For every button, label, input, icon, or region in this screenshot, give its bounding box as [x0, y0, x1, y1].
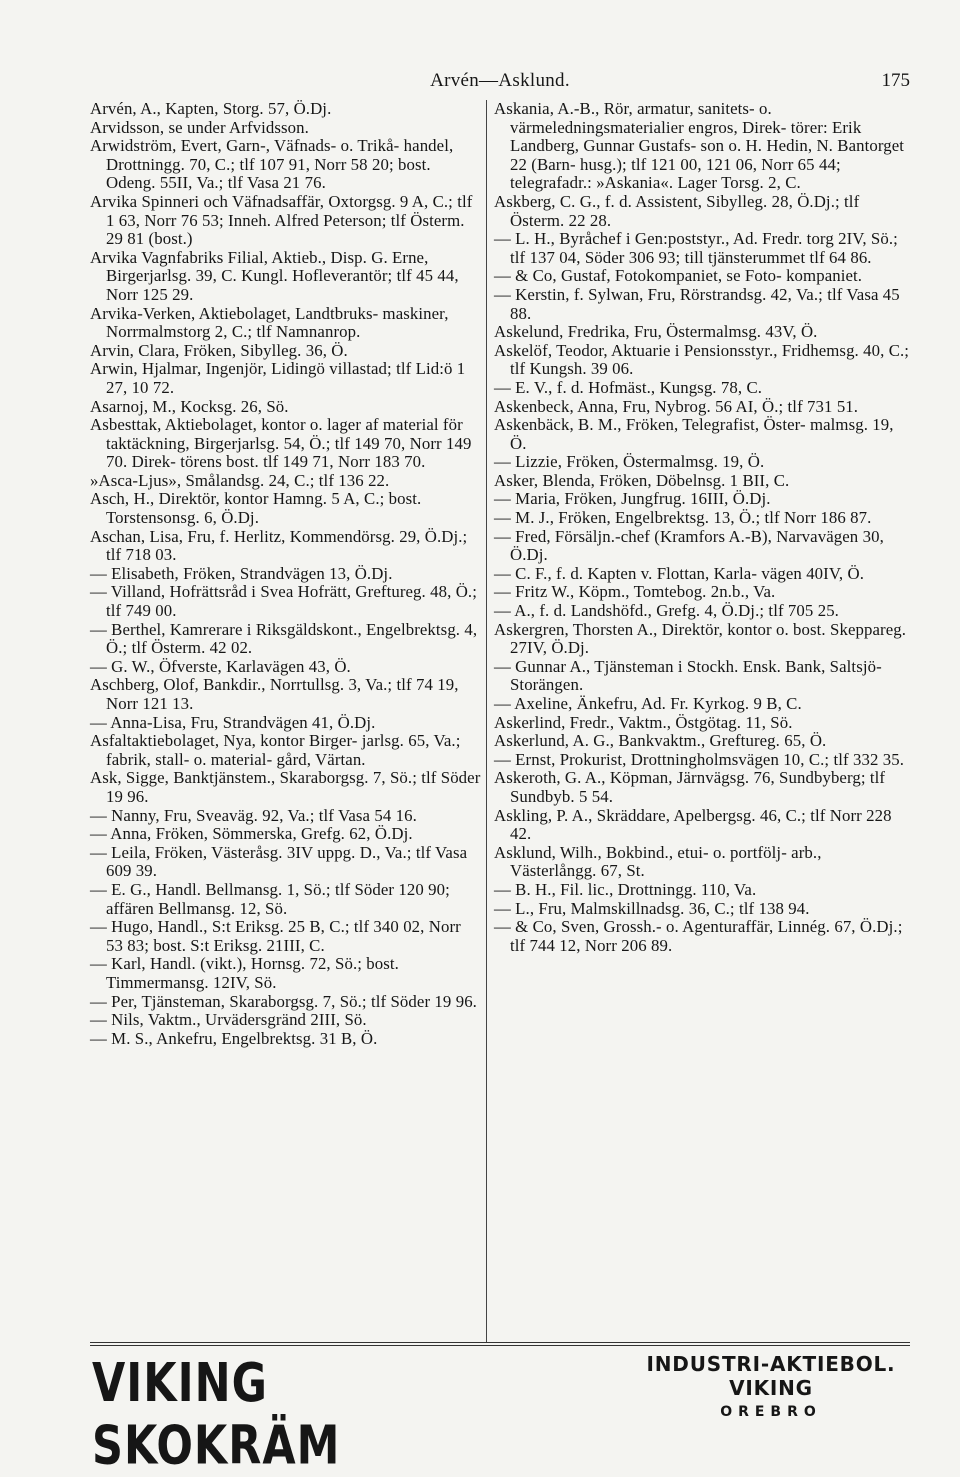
page-title: Arvén—Asklund.: [430, 70, 570, 91]
footer-rule: [90, 1345, 910, 1346]
directory-entry: — M. S., Ankefru, Engelbrektsg. 31 B, Ö.: [90, 1028, 378, 1048]
directory-entry: Askelöf, Teodor, Aktuarie i Pensionsstyr., Fridhemsg. 40, C.; tlf Kungsh. 39 06.: [494, 340, 910, 379]
left-column: [90, 100, 482, 1048]
directory-entry: Asch, H., Direktör, kontor Hamng. 5 A, C.; bost. Torstensonsg. 6, Ö.Dj.: [90, 489, 422, 528]
directory-entry: Arvidsson, se under Arfvidsson.: [90, 117, 309, 137]
directory-entry: Askberg, C. G., f. d. Assistent, Sibylleg. 28, Ö.Dj.; tlf Österm. 22 28.: [494, 191, 860, 230]
directory-entry: — E. V., f. d. Hofmäst., Kungsg. 78, C.: [494, 377, 763, 397]
directory-entry: Askenbeck, Anna, Fru, Nybrog. 56 AI, Ö.; tlf 731 51.: [494, 396, 859, 416]
footer-rule: [90, 1342, 910, 1343]
directory-entry: Arvin, Clara, Fröken, Sibylleg. 36, Ö.: [90, 340, 348, 360]
directory-entry: — Anna-Lisa, Fru, Strandvägen 41, Ö.Dj.: [90, 712, 376, 732]
directory-entry: — & Co, Gustaf, Fotokompaniet, se Foto- kompaniet.: [494, 266, 863, 286]
directory-entry: Arvika-Verken, Aktiebolaget, Landtbruks- maskiner, Norrmalmstorg 2, C.; tlf Namnanrop.: [90, 303, 449, 342]
advertisement-company: [630, 1352, 912, 1420]
directory-entry: Askerlund, A. G., Bankvaktm., Greftureg. 65, Ö.: [494, 731, 827, 751]
directory-entry: — Berthel, Kamrerare i Riksgäldskont., Engelbrektsg. 4, Ö.; tlf Österm. 42 02.: [90, 619, 478, 658]
directory-entry: — Lizzie, Fröken, Östermalmsg. 19, Ö.: [494, 452, 765, 472]
directory-entry: — E. G., Handl. Bellmansg. 1, Sö.; tlf Söder 120 90; affären Bellmansg. 12, Sö.: [90, 879, 450, 918]
directory-entry: Askania, A.-B., Rör, armatur, sanitets- o. värmeledningsmaterialier engros, Direk- törer: Erik Landberg, Gunnar Gustafs- son o. H. Hedin, N. Bantorget 22 (Barn- husg.); tlf 121 00, 121 06, Norr 65 44; telegrafadr.: »Askania«. Lager Torsg. 2, C.: [494, 99, 905, 193]
directory-entry: Askling, P. A., Skräddare, Apelbergsg. 46, C.; tlf Norr 228 42.: [494, 805, 892, 844]
directory-entry: Asklund, Wilh., Bokbind., etui- o. portfölj- arb., Västerlångg. 67, St.: [494, 842, 822, 881]
directory-entry: — Maria, Fröken, Jungfrug. 16III, Ö.Dj.: [494, 489, 771, 509]
directory-entry: — Axeline, Änkefru, Ad. Fr. Kyrkog. 9 B, C.: [494, 694, 802, 713]
directory-entry: Asker, Blenda, Fröken, Döbelnsg. 1 BII, C.: [494, 470, 790, 490]
directory-entry: »Asca-Ljus», Smålandsg. 24, C.; tlf 136 22.: [90, 470, 390, 490]
directory-entry: Asarnoj, M., Kocksg. 26, Sö.: [90, 396, 289, 416]
directory-entry: — Leila, Fröken, Västeråsg. 3IV uppg. D., Va.; tlf Vasa 609 39.: [90, 842, 468, 881]
directory-entry: — Elisabeth, Fröken, Strandvägen 13, Ö.Dj.: [90, 563, 393, 583]
directory-entry: — & Co, Sven, Grossh.- o. Agenturaffär, Linnég. 67, Ö.Dj.; tlf 744 12, Norr 206 89.: [494, 917, 903, 955]
directory-entry: Askerlind, Fredr., Vaktm., Östgötag. 11, Sö.: [494, 712, 793, 732]
directory-entry: Arvika Spinneri och Väfnadsaffär, Oxtorgsg. 9 A, C.; tlf 1 63, Norr 76 53; Inneh. Alfred Peterson; tlf Österm. 29 81 (bost.): [90, 191, 473, 249]
directory-entry: — Anna, Fröken, Sömmerska, Grefg. 62, Ö.Dj.: [90, 824, 413, 844]
directory-entry: Askergren, Thorsten A., Direktör, kontor o. bost. Skeppareg. 27IV, Ö.Dj.: [494, 619, 907, 658]
directory-entry: — A., f. d. Landshöfd., Grefg. 4, Ö.Dj.; tlf 705 25.: [494, 601, 839, 621]
directory-entry: Asbesttak, Aktiebolaget, kontor o. lager af material för taktäckning, Birgerjarlsg. 54, Ö.; tlf 149 70, Norr 149 70. Direk- törens bost. tlf 149 71, Norr 183 70.: [90, 415, 472, 472]
directory-entry: Aschan, Lisa, Fru, f. Herlitz, Kommendörsg. 29, Ö.Dj.; tlf 718 03.: [90, 526, 468, 565]
directory-entry: — B. H., Fil. lic., Drottningg. 110, Va.: [494, 879, 757, 899]
directory-entry: — Villand, Hofrättsråd i Svea Hofrätt, Greftureg. 48, Ö.; tlf 749 00.: [90, 582, 477, 621]
directory-entry: Arwin, Hjalmar, Ingenjör, Lidingö villastad; tlf Lid:ö 1 27, 10 72.: [90, 359, 466, 397]
directory-entry: — L. H., Byråchef i Gen:poststyr., Ad. Fredr. torg 2IV, Sö.; tlf 137 04, Söder 306 93; till tjänsterummet tlf 64 86.: [494, 229, 898, 267]
column-divider: [486, 100, 487, 1342]
directory-entry: Aschberg, Olof, Bankdir., Norrtullsg. 3, Va.; tlf 74 19, Norr 121 13.: [90, 675, 459, 713]
directory-entry: — Ernst, Prokurist, Drottningholmsvägen 10, C.; tlf 332 35.: [494, 749, 905, 769]
directory-entry: — Nanny, Fru, Sveaväg. 92, Va.; tlf Vasa 54 16.: [90, 805, 417, 825]
directory-entry: — Nils, Vaktm., Urvädersgränd 2III, Sö.: [90, 1010, 367, 1030]
directory-entry: — C. F., f. d. Kapten v. Flottan, Karla- vägen 40IV, Ö.: [494, 563, 865, 583]
right-column: [494, 100, 910, 955]
directory-entry: Askelund, Fredrika, Fru, Östermalmsg. 43V, Ö.: [494, 322, 818, 342]
directory-entry: — M. J., Fröken, Engelbrektsg. 13, Ö.; tlf Norr 186 87.: [494, 508, 872, 528]
directory-entry: Asfaltaktiebolaget, Nya, kontor Birger- jarlsg. 65, Va.; fabrik, stall- o. material- gård, Värtan.: [90, 731, 461, 769]
page-header: [90, 70, 910, 98]
advertisement-company-name: INDUSTRI-AKTIEBOL. VIKING: [646, 1352, 896, 1400]
directory-entry: — G. W., Öfverste, Karlavägen 43, Ö.: [90, 656, 351, 676]
directory-entry: — Kerstin, f. Sylwan, Fru, Rörstrandsg. 42, Va.; tlf Vasa 45 88.: [494, 284, 900, 323]
directory-entry: — Gunnar A., Tjänsteman i Stockh. Ensk. Bank, Saltsjö-Storängen.: [494, 656, 882, 695]
directory-entry: Arvén, A., Kapten, Storg. 57, Ö.Dj.: [90, 99, 332, 118]
directory-entry: Askenbäck, B. M., Fröken, Telegrafist, Öster- malmsg. 19, Ö.: [494, 415, 894, 453]
directory-entry: — L., Fru, Malmskillnadsg. 36, C.; tlf 138 94.: [494, 898, 810, 918]
directory-entry: Arvika Vagnfabriks Filial, Aktieb., Disp. G. Erne, Birgerjarlsg. 39, C. Kungl. Hofleverantör; tlf 45 44, Norr 125 29.: [90, 247, 459, 304]
directory-entry: — Per, Tjänsteman, Skaraborgsg. 7, Sö.; tlf Söder 19 96.: [90, 991, 477, 1011]
directory-entry: Askeroth, G. A., Köpman, Järnvägsg. 76, Sundbyberg; tlf Sundbyb. 5 54.: [494, 768, 886, 806]
directory-entry: — Hugo, Handl., S:t Eriksg. 25 B, C.; tlf 340 02, Norr 53 83; bost. S:t Eriksg. 21III, C.: [90, 917, 461, 955]
advertisement-viking-skokram: VIKING SKOKRÄM: [92, 1352, 341, 1477]
advertisement-city: OREBRO: [720, 1404, 822, 1420]
directory-entry: — Karl, Handl. (vikt.), Hornsg. 72, Sö.; bost. Timmermansg. 12IV, Sö.: [90, 954, 399, 992]
directory-entry: Arwidström, Evert, Garn-, Väfnads- o. Trikå- handel, Drottningg. 70, C.; tlf 107 91, Norr 58 20; bost. Odeng. 55II, Va.; tlf Vasa 21 76.: [90, 136, 454, 193]
directory-entry: — Fred, Försäljn.-chef (Kramfors A.-B), Narvavägen 30, Ö.Dj.: [494, 526, 884, 565]
directory-entry: Ask, Sigge, Banktjänstem., Skaraborgsg. 7, Sö.; tlf Söder 19 96.: [90, 768, 481, 806]
directory-entry: — Fritz W., Köpm., Tomtebog. 2n.b., Va.: [494, 582, 776, 602]
page-number: 175: [881, 70, 910, 91]
